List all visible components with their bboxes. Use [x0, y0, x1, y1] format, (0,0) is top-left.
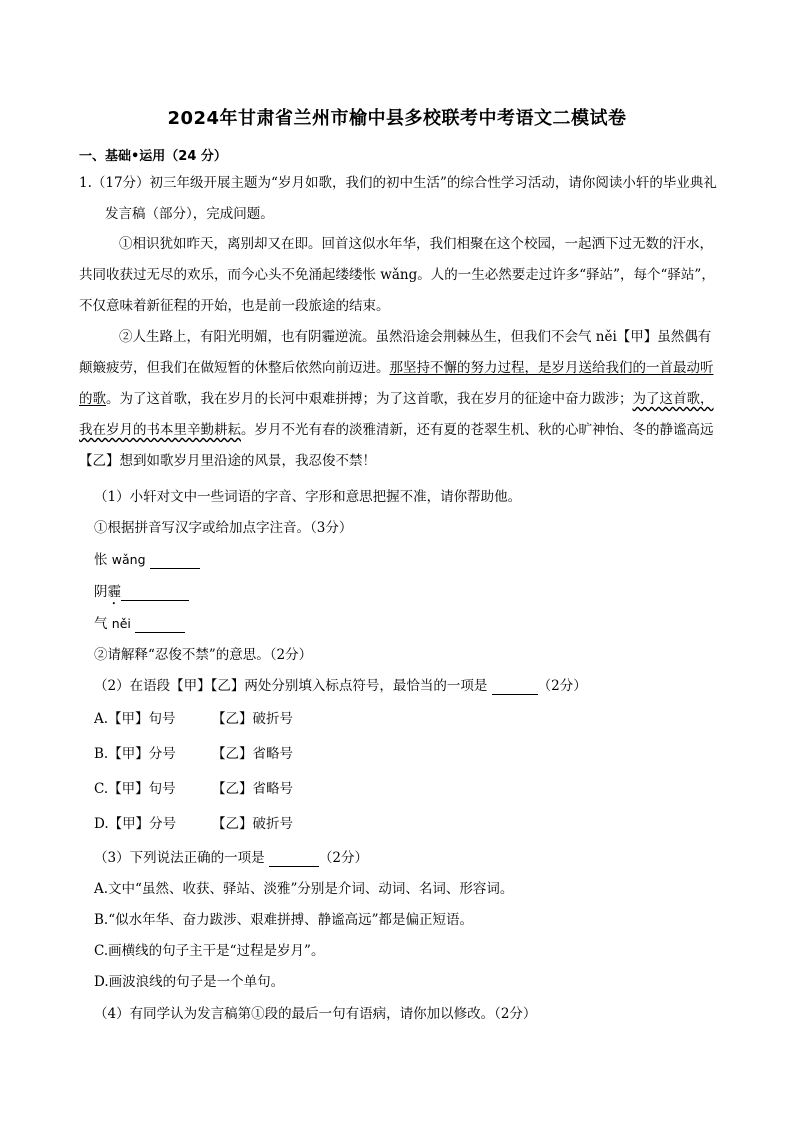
option-d-jia: D.【甲】分号: [94, 816, 177, 832]
passage-paragraph-2-block: [79, 322, 719, 477]
answer-blank-2[interactable]: [121, 584, 189, 601]
answer-item-2: [94, 580, 189, 608]
answer-blank-1[interactable]: [150, 552, 200, 569]
passage-paragraph-2: [79, 322, 719, 477]
sub-question-1: （1）小轩对文中一些词语的字音、字形和意思把握不准，请你帮助他。: [94, 489, 522, 505]
option-d[interactable]: [94, 812, 293, 832]
item-3-pinyin: něi: [111, 616, 131, 631]
item-1-char: 怅: [94, 552, 112, 568]
option-c-yi: 【乙】省略号: [212, 781, 293, 797]
answer-blank-3[interactable]: [135, 616, 185, 633]
option-b[interactable]: [94, 742, 293, 762]
item-2-char: 阴: [94, 584, 108, 600]
sub-question-1-part-a: ①根据拼音写汉字或给加点字注音。（3分）: [94, 520, 353, 536]
sub-question-3-text: （3）下列说法正确的一项是: [94, 850, 269, 866]
sub-question-2-points: （2分）: [537, 678, 587, 694]
option-d-yi: 【乙】破折号: [212, 816, 293, 832]
option-b-jia: B.【甲】分号: [94, 746, 176, 762]
sub-question-3-option-b[interactable]: B.“似水年华、奋力跋涉、艰难拼搏、静谧高远”都是偏正短语。: [94, 912, 474, 928]
item-3-char: 气: [94, 616, 112, 632]
sub-question-4: （4）有同学认为发言稿第①段的最后一句有语病，请你加以修改。（2分）: [94, 1006, 537, 1022]
sub-question-3-option-a[interactable]: A.文中“虽然、收获、驿站、淡雅”分别是介词、动词、名词、形容词。: [94, 881, 514, 897]
option-c[interactable]: [94, 777, 293, 797]
sub-question-3: [94, 846, 368, 867]
item-2-dotted-char: 霾: [107, 584, 121, 600]
question-1-intro: 1.（17分）初三年级开展主题为“岁月如歌，我们的初中生活”的综合性学习活动，请你阅读小轩的毕业典礼发言稿（部分），完成问题。: [79, 175, 717, 222]
section-heading: 一、基础•运用（24 分）: [79, 149, 227, 164]
answer-item-1: [94, 548, 200, 569]
answer-blank-sub2[interactable]: [492, 678, 538, 695]
passage-paragraph-1-block: [79, 229, 719, 322]
answer-blank-sub3[interactable]: [269, 850, 319, 867]
passage-paragraph-1: ①相识犹如昨天，离别却又在即。回首这似水年华，我们相聚在这个校园，一起洒下过无数的汗水，共同收获过无尽的欢乐，而今心头不免涌起缕缕怅 wǎng。人的一生必然要走过许多“驿站”，每个“驿站”，不仅意味着新征程的开始，也是前一段旅途的结束。: [79, 236, 715, 314]
p2-text-a: ②人生路上，有阳光明媚，也有阴霾逆流。虽然沿途会荆棘丛生，但我们不会气 něi【甲】虽然偶有颠簸疲劳，但我们在做短暂的休整后依然向前迈进。: [79, 329, 712, 376]
sub-question-2-text: （2）在语段【甲】【乙】两处分别填入标点符号，最恰当的一项是: [94, 678, 492, 694]
question-1-intro-block: [79, 168, 719, 230]
answer-item-3: [94, 612, 185, 633]
sub-question-3-option-d[interactable]: D.画波浪线的句子是一个单句。: [94, 974, 285, 990]
option-a-yi: 【乙】破折号: [212, 711, 293, 727]
sub-question-3-option-c[interactable]: C.画横线的句子主干是“过程是岁月”。: [94, 943, 325, 959]
wavy-underlined-sentence: 为了这首歌，我在岁月的书本里辛勤耕耘: [79, 391, 714, 438]
sub-question-1-part-b: ②请解释“忍俊不禁”的意思。（2分）: [94, 647, 313, 663]
sub-question-2: [94, 674, 587, 695]
item-1-pinyin: wǎng: [111, 552, 146, 567]
p2-text-c: 。岁月不光有春的淡雅清新，还有夏的苍翠生机、秋的心旷神怡、冬的静谧高远【乙】想到如歌岁月里沿途的风景，我忍俊不禁！: [79, 422, 714, 469]
option-b-yi: 【乙】省略号: [212, 746, 293, 762]
p2-text-b: 。为了这首歌，我在岁月的长河中艰难拼搏；为了这首歌，我在岁月的征途中奋力跋涉；: [106, 391, 633, 407]
sub-question-3-points: （2分）: [318, 850, 368, 866]
underlined-sentence: 那坚持不懈的努力过程，是岁月送给我们的一首最动听的歌: [79, 360, 714, 407]
page-title: 2024年甘肃省兰州市榆中县多校联考中考语文二模试卷: [167, 108, 627, 129]
option-c-jia: C.【甲】句号: [94, 781, 176, 797]
option-a[interactable]: [94, 707, 293, 727]
option-a-jia: A.【甲】句号: [94, 711, 176, 727]
